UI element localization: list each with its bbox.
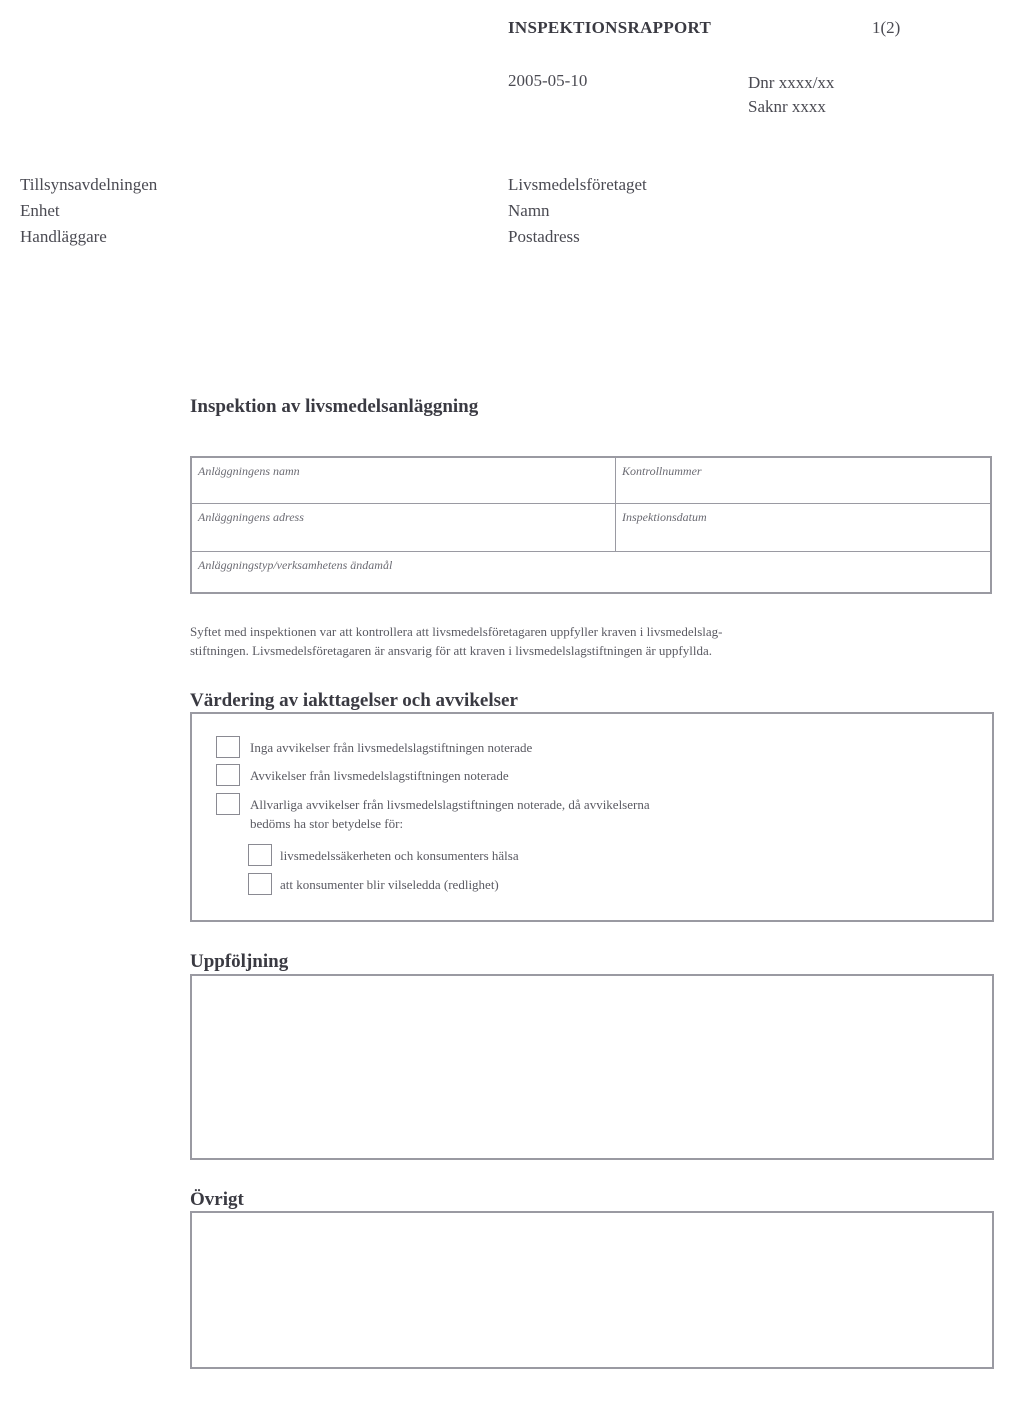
checkbox-no-deviations[interactable] bbox=[216, 736, 240, 758]
facility-name-label: Anläggningens namn bbox=[198, 464, 300, 478]
other-heading: Övrigt bbox=[190, 1189, 244, 1210]
inspection-date-label: Inspektionsdatum bbox=[622, 510, 707, 524]
checkbox-food-safety[interactable] bbox=[248, 844, 272, 866]
facility-type-label: Anläggningstyp/verksamhetens ändamål bbox=[198, 558, 393, 572]
saknr-number: Saknr xxxx bbox=[748, 97, 826, 116]
control-number-field[interactable] bbox=[616, 458, 990, 504]
dnr-number: Dnr xxxx/xx bbox=[748, 73, 835, 92]
sender-department: Tillsynsavdelningen bbox=[20, 175, 158, 194]
checkbox-misleading[interactable] bbox=[248, 873, 272, 895]
option-misleading-label: att konsumenter blir vilseledda (redlighet) bbox=[280, 877, 499, 892]
page-number: 1(2) bbox=[872, 18, 901, 37]
control-number-label: Kontrollnummer bbox=[622, 464, 702, 478]
facility-name-field[interactable] bbox=[192, 458, 616, 504]
checkbox-deviations[interactable] bbox=[216, 764, 240, 786]
option-no-deviations-label: Inga avvikelser från livsmedelslagstiftningen noterade bbox=[250, 740, 533, 755]
recipient-address: Postadress bbox=[508, 227, 580, 246]
facility-address-label: Anläggningens adress bbox=[198, 510, 304, 524]
followup-heading: Uppföljning bbox=[190, 951, 289, 972]
report-date: 2005-05-10 bbox=[508, 71, 588, 90]
recipient-block bbox=[508, 172, 647, 250]
inspection-heading: Inspektion av livsmedelsanläggning bbox=[190, 396, 479, 417]
facility-info-table bbox=[190, 456, 992, 594]
evaluation-heading: Värdering av iakttagelser och avvikelser bbox=[190, 690, 518, 711]
facility-address-field[interactable] bbox=[192, 504, 616, 552]
other-textarea[interactable] bbox=[190, 1211, 994, 1369]
checkbox-serious-deviations[interactable] bbox=[216, 793, 240, 815]
facility-type-field[interactable] bbox=[192, 552, 990, 592]
sender-unit: Enhet bbox=[20, 201, 60, 220]
purpose-text bbox=[190, 622, 990, 660]
purpose-line-1: Syftet med inspektionen var att kontrollera att livsmedelsföretagaren uppfyller kraven i livsmedelslag- bbox=[190, 624, 723, 639]
recipient-company: Livsmedelsföretaget bbox=[508, 175, 647, 194]
purpose-line-2: stiftningen. Livsmedelsföretagaren är ansvarig för att kraven i livsmedelslagstiftningen är uppfyllda. bbox=[190, 643, 713, 658]
option-serious-deviations-cont: bedöms ha stor betydelse för: bbox=[250, 816, 404, 831]
followup-textarea[interactable] bbox=[190, 974, 994, 1160]
inspection-date-field[interactable] bbox=[616, 504, 990, 552]
option-serious-deviations-label: Allvarliga avvikelser från livsmedelslagstiftningen noterade, då avvikelserna bbox=[250, 797, 650, 812]
option-food-safety-label: livsmedelssäkerheten och konsumenters hälsa bbox=[280, 848, 519, 863]
recipient-name: Namn bbox=[508, 201, 550, 220]
sender-officer: Handläggare bbox=[20, 227, 107, 246]
reference-numbers bbox=[748, 71, 834, 119]
option-deviations-label: Avvikelser från livsmedelslagstiftningen noterade bbox=[250, 768, 509, 783]
report-title: INSPEKTIONSRAPPORT bbox=[508, 18, 712, 37]
evaluation-box bbox=[190, 712, 994, 922]
sender-block bbox=[20, 172, 157, 250]
